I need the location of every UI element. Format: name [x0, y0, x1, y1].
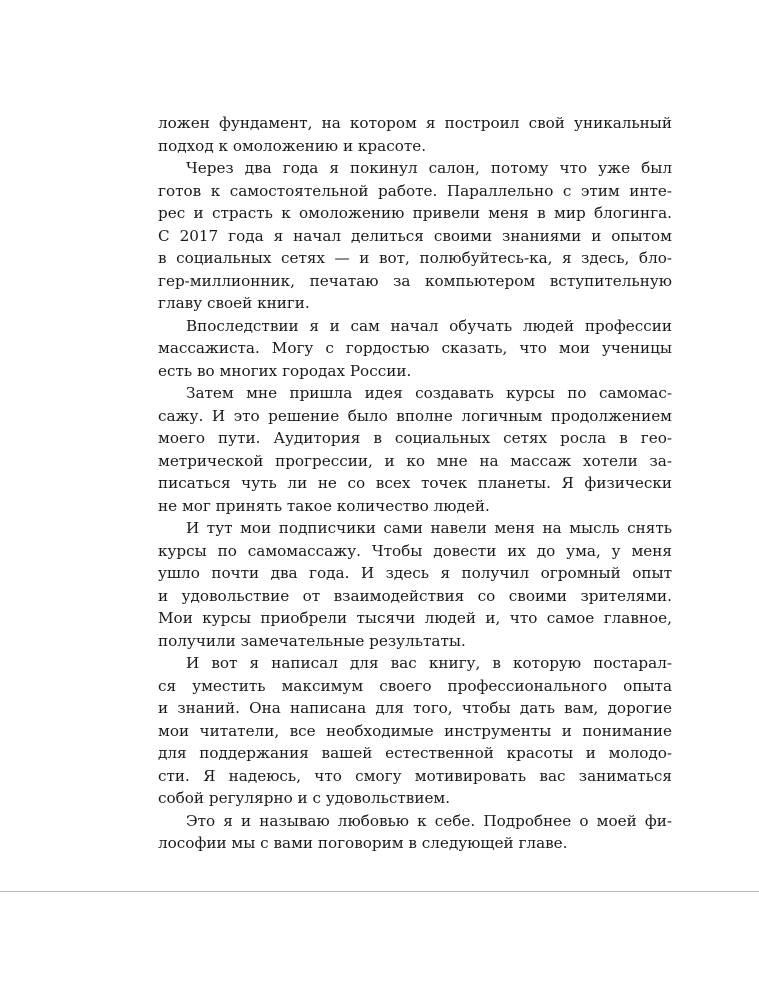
- text-line: подход к омоложению и красоте.: [158, 136, 427, 155]
- text-line: сажу. И это решение было вполне логичным продолжением: [158, 406, 672, 425]
- text-line: не мог принять такое количество людей.: [158, 496, 490, 515]
- text-line: Впоследствии я и сам начал обучать людей профессии: [186, 316, 672, 335]
- text-line: сти. Я надеюсь, что смогу мотивировать вас заниматься: [158, 766, 672, 785]
- paragraph: [158, 652, 672, 810]
- paragraph: [158, 112, 672, 157]
- text-line: для поддержания вашей естественной красоты и молодо-: [158, 744, 672, 762]
- paragraph: [158, 315, 672, 383]
- text-line: лософии мы с вами поговорим в следующей главе.: [158, 834, 568, 852]
- paragraph: [158, 810, 672, 855]
- text-line: писаться чуть ли не со всех точек планеты. Я физически: [158, 474, 672, 492]
- text-line: моего пути. Аудитория в социальных сетях росла в гео-: [158, 429, 672, 447]
- paragraph: [158, 157, 672, 315]
- text-line: рес и страсть к омоложению привели меня в мир блогинга.: [158, 204, 672, 222]
- blank-area: [0, 892, 759, 1000]
- text-line: собой регулярно и с удовольствием.: [158, 789, 451, 807]
- text-line: главу своей книги.: [158, 294, 310, 312]
- text-line: Мои курсы приобрели тысячи людей и, что самое главное,: [158, 609, 672, 627]
- text-line: ложен фундамент, на котором я построил свой уникальный: [158, 114, 672, 132]
- text-line: И тут мои подписчики сами навели меня на мысль снять: [186, 519, 672, 537]
- paragraph: [158, 517, 672, 652]
- text-line: есть во многих городах России.: [158, 361, 412, 380]
- text-line: метрической прогрессии, и ко мне на массаж хотели за-: [158, 451, 672, 470]
- body-text: [158, 112, 672, 855]
- paragraph: [158, 382, 672, 517]
- text-line: готов к самостоятельной работе. Параллельно с этим инте-: [158, 181, 672, 200]
- text-line: получили замечательные результаты.: [158, 631, 466, 650]
- text-line: курсы по самомассажу. Чтобы довести их до ума, у меня: [158, 541, 672, 560]
- text-line: мои читатели, все необходимые инструменты и понимание: [158, 721, 672, 740]
- text-line: Через два года я покинул салон, потому что уже был: [186, 159, 672, 177]
- text-line: ушло почти два года. И здесь я получил огромный опыт: [158, 564, 672, 582]
- text-line: гер-миллионник, печатаю за компьютером вступительную: [158, 271, 672, 290]
- text-line: и удовольствие от взаимодействия со своими зрителями.: [158, 586, 672, 605]
- text-line: Затем мне пришла идея создавать курсы по самомас-: [186, 384, 672, 402]
- text-line: С 2017 года я начал делиться своими знаниями и опытом: [158, 226, 672, 245]
- text-line: массажиста. Могу с гордостью сказать, что мои ученицы: [158, 339, 672, 357]
- text-line: ся уместить максимум своего профессионального опыта: [158, 676, 672, 695]
- text-line: И вот я написал для вас книгу, в которую постарал-: [186, 654, 672, 672]
- text-line: и знаний. Она написана для того, чтобы дать вам, дорогие: [158, 699, 672, 717]
- text-line: в социальных сетях — и вот, полюбуйтесь-ка, я здесь, бло-: [158, 249, 672, 267]
- text-line: Это я и называю любовью к себе. Подробнее о моей фи-: [186, 811, 672, 830]
